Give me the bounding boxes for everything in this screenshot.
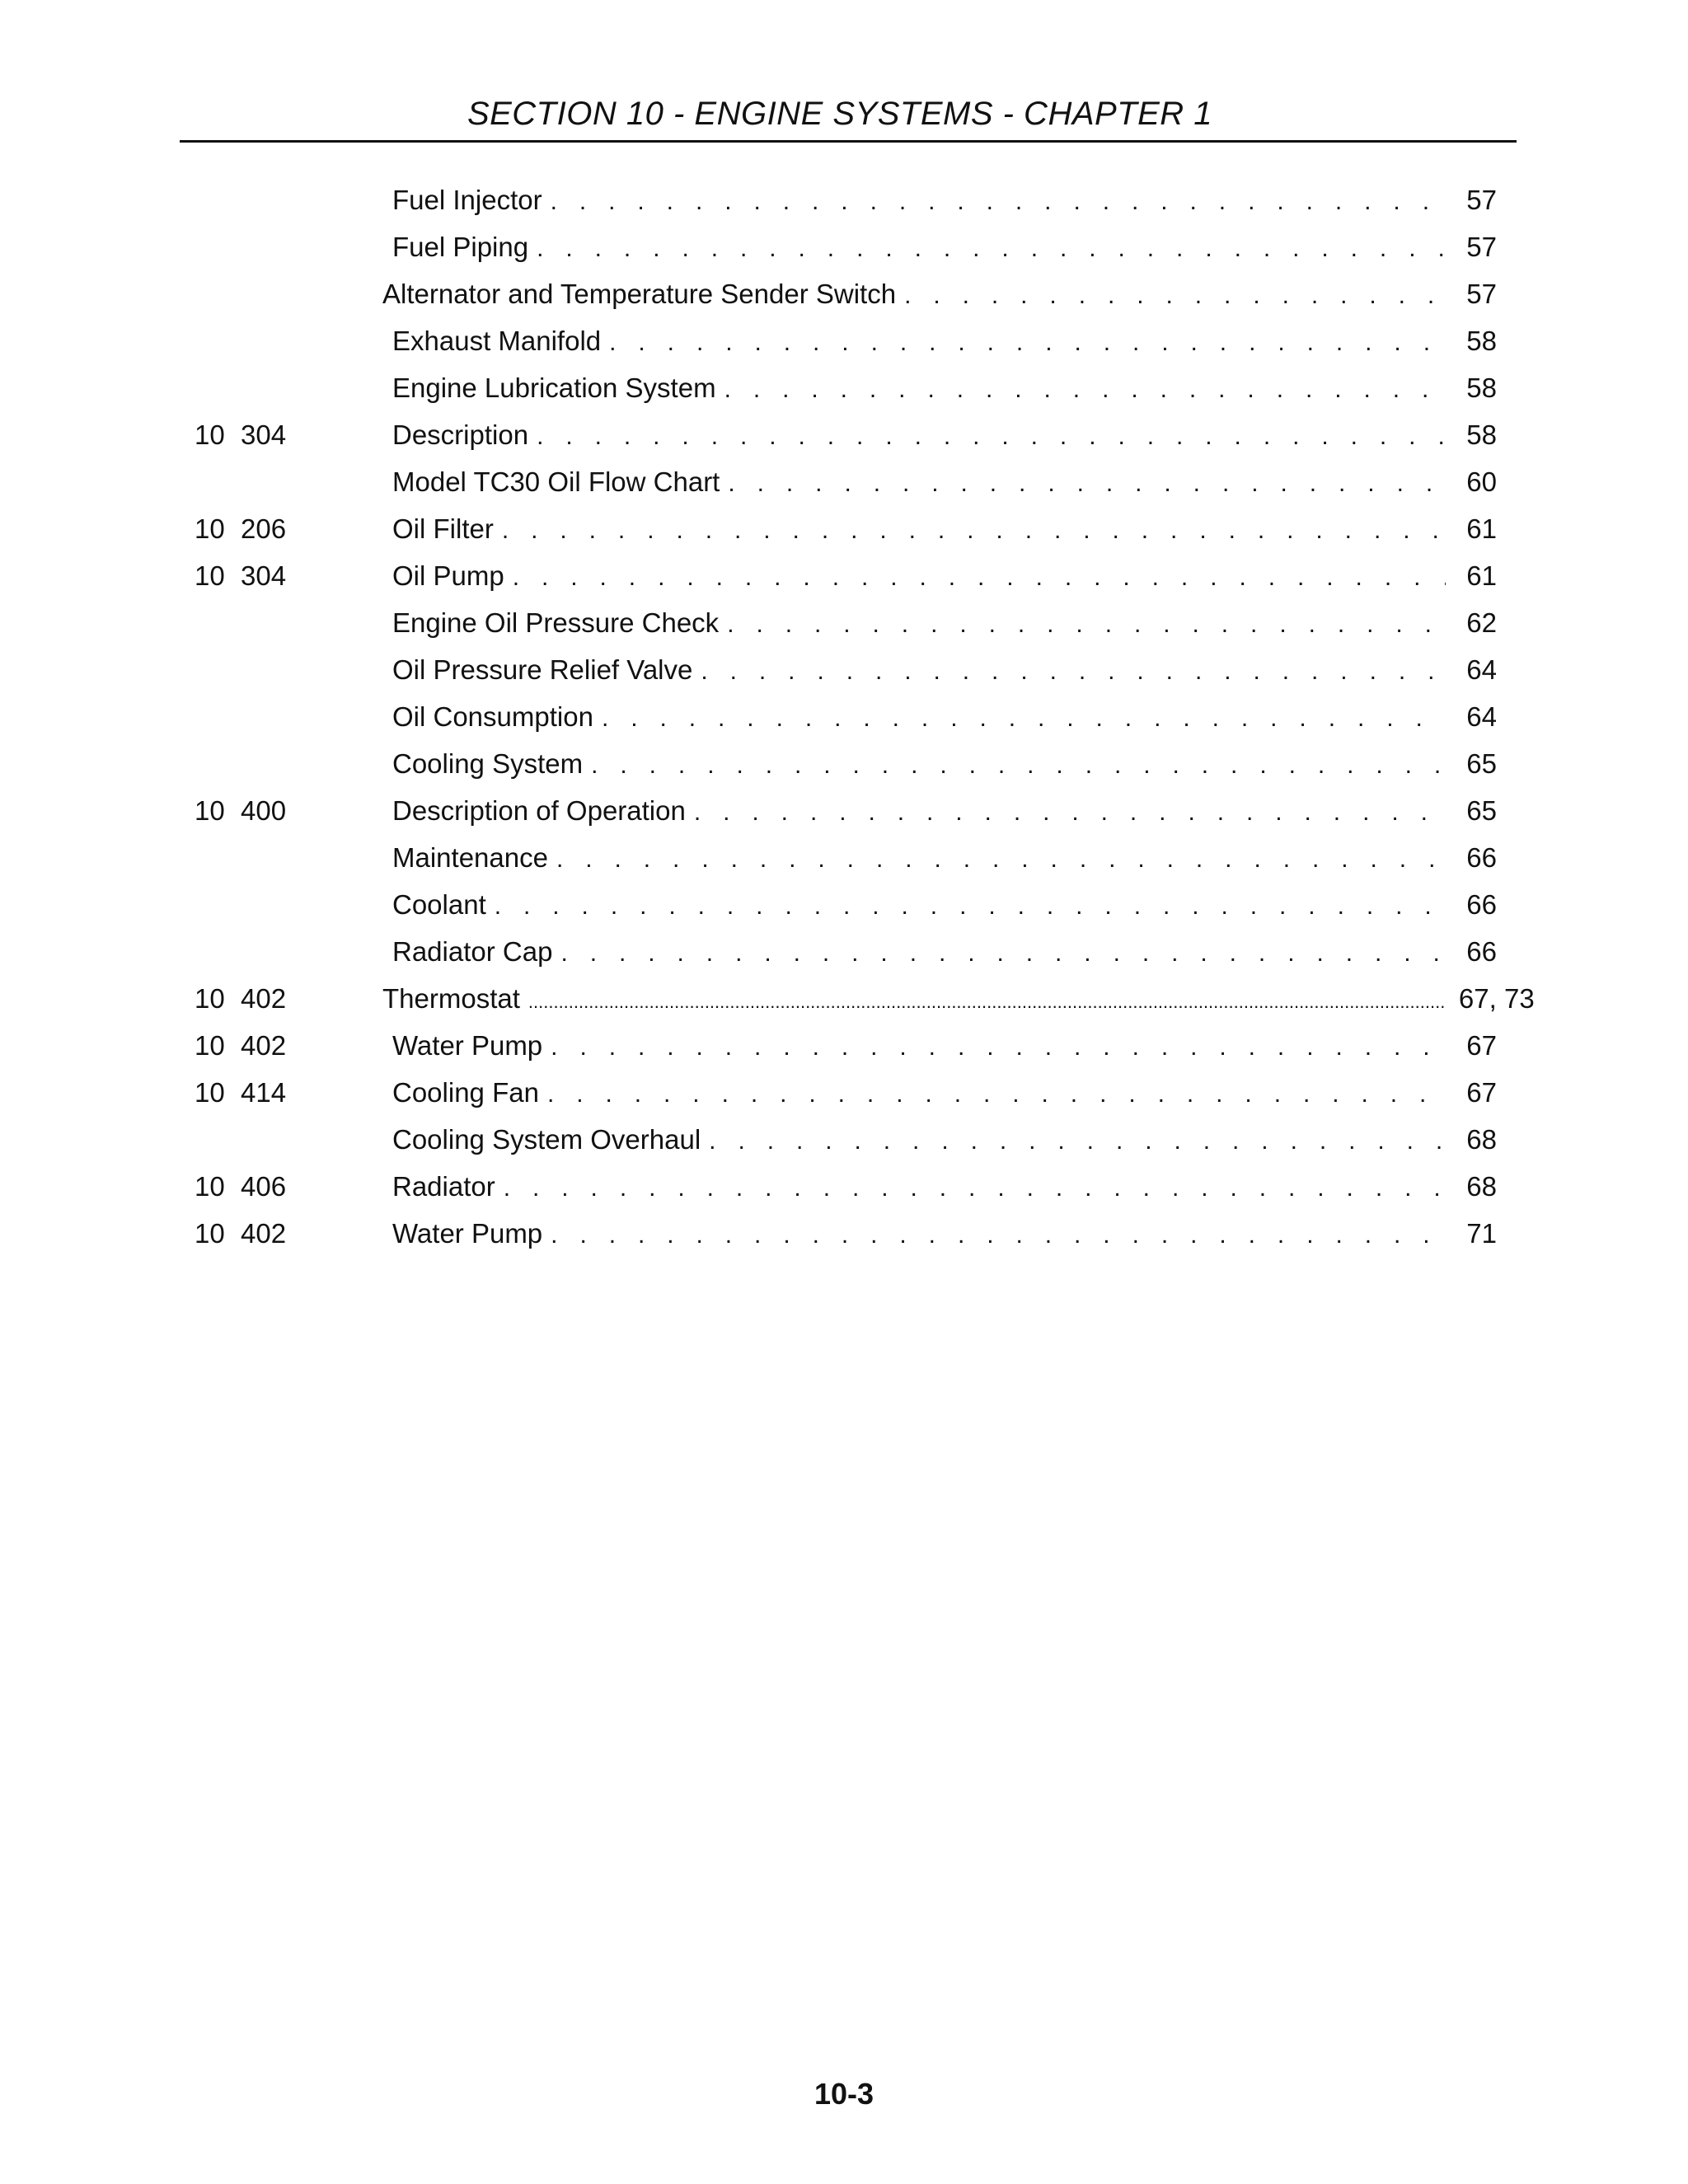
toc-entry [392,787,1497,836]
toc-code-number: 402 [241,983,287,1014]
toc-dot-leader [495,883,1446,930]
toc-dot-leader [560,930,1446,977]
toc-section-code [195,223,392,270]
toc-entry [392,881,1497,930]
toc-dot-leader [551,178,1446,225]
toc-entry-title: Coolant [392,889,486,920]
toc-entry [382,270,1497,319]
toc-dot-leader [547,1071,1446,1118]
toc-page-number: 58 [1466,419,1497,450]
toc-entry [392,740,1497,789]
toc-section-code [195,693,392,740]
toc-page-number: 65 [1466,795,1497,826]
toc-section-code [195,270,392,317]
toc-row [195,1069,1497,1116]
toc-section-code [195,975,392,1022]
toc-dot-leader [513,554,1446,601]
toc-dot-leader [537,413,1446,460]
toc-entry [392,552,1497,601]
toc-entry [392,646,1497,695]
toc-row [195,928,1497,975]
toc-code-group: 10 [195,983,225,1014]
toc-entry-title: Thermostat [382,983,520,1014]
toc-section-code [195,552,392,599]
toc-page-number: 66 [1466,889,1497,920]
toc-entry [392,458,1497,507]
toc-dot-leader [602,695,1446,742]
toc-dot-leader [727,601,1446,648]
toc-section-code [195,458,392,505]
toc-page-number: 67, 73 [1458,983,1535,1014]
toc-row [195,223,1497,270]
toc-entry-title: Oil Filter [392,513,494,544]
toc-code-group: 10 [195,560,225,591]
toc-entry-title: Cooling Fan [392,1077,539,1108]
toc-section-code [195,599,392,646]
toc-code-group: 10 [195,513,225,544]
toc-dot-leader [724,366,1446,413]
toc-row [195,364,1497,411]
section-title: SECTION 10 - ENGINE SYSTEMS - CHAPTER 1 [467,96,1213,132]
toc-dot-leader [904,272,1446,319]
toc-entry-title: Oil Pressure Relief Valve [392,654,693,685]
toc-section-code [195,1022,392,1069]
toc-entry-title: Oil Pump [392,560,504,591]
toc-page-number: 66 [1466,936,1497,967]
toc-entry [392,1022,1497,1071]
toc-entry-title: Model TC30 Oil Flow Chart [392,466,720,497]
toc-dot-leader [528,978,1444,1025]
toc-code-number: 402 [241,1218,287,1249]
toc-dot-leader [551,1024,1446,1071]
toc-page-number: 65 [1466,748,1497,779]
toc-dot-leader [504,1165,1446,1212]
toc-section-code [195,317,392,364]
toc-code-group: 10 [195,1171,225,1202]
toc-entry-title: Description [392,419,529,450]
toc-row [195,552,1497,599]
toc-row [195,505,1497,552]
toc-section-code [195,1116,392,1163]
toc-entry-title: Fuel Injector [392,185,542,215]
toc-dot-leader [701,648,1446,695]
toc-entry [392,223,1497,272]
toc-code-group: 10 [195,1077,225,1108]
toc-code-number: 304 [241,560,287,591]
toc-section-code [195,364,392,411]
toc-entry-title: Radiator [392,1171,495,1202]
toc-row [195,599,1497,646]
toc-section-code [195,1069,392,1116]
page-number: 10-3 [814,2077,874,2111]
toc-row [195,270,1497,317]
toc-entry-title: Engine Lubrication System [392,373,716,403]
toc-page-number: 68 [1466,1124,1497,1155]
toc-entry [392,1069,1497,1118]
toc-entry-title: Engine Oil Pressure Check [392,607,720,638]
toc-section-code [195,176,392,223]
toc-code-number: 414 [241,1077,287,1108]
toc-code-number: 406 [241,1171,287,1202]
toc-page-number: 64 [1466,701,1497,732]
toc-entry [392,317,1497,366]
toc-entry-title: Description of Operation [392,795,686,826]
toc-section-code [195,928,392,975]
toc-dot-leader [709,1118,1446,1165]
toc-entry-title: Oil Consumption [392,701,593,732]
toc-entry [392,599,1497,648]
toc-entry [392,693,1497,742]
toc-page-number: 71 [1466,1218,1497,1249]
toc-dot-leader [591,742,1446,789]
section-header [180,89,1517,143]
toc-entry [392,411,1497,460]
toc-dot-leader [556,836,1446,883]
toc-page-number: 57 [1466,185,1497,215]
toc-row [195,411,1497,458]
toc-entry-title: Water Pump [392,1030,543,1061]
toc-section-code [195,787,392,834]
toc-entry [392,1163,1497,1212]
toc-section-code [195,1210,392,1257]
toc-code-group: 10 [195,1030,225,1061]
table-of-contents [195,176,1535,1257]
toc-row [195,458,1497,505]
toc-row [195,646,1497,693]
toc-row [195,1163,1497,1210]
toc-entry-title: Fuel Piping [392,232,529,262]
toc-row [195,834,1497,881]
toc-page-number: 62 [1466,607,1497,638]
toc-section-code [195,505,392,552]
toc-page-number: 57 [1466,232,1497,262]
toc-code-number: 402 [241,1030,287,1061]
toc-entry-title: Maintenance [392,842,548,873]
toc-section-code [195,881,392,928]
toc-page-number: 68 [1466,1171,1497,1202]
toc-row [195,693,1497,740]
toc-row [195,176,1497,223]
toc-page-number: 58 [1466,373,1497,403]
toc-entry [392,1210,1497,1258]
toc-dot-leader [551,1212,1446,1258]
toc-row [195,975,1535,1022]
toc-section-code [195,834,392,881]
toc-page-number: 64 [1466,654,1497,685]
toc-entry [392,928,1497,977]
toc-page-number: 58 [1466,326,1497,356]
toc-code-number: 400 [241,795,287,826]
toc-page-number: 67 [1466,1077,1497,1108]
toc-entry-title: Cooling System [392,748,584,779]
toc-page-number: 60 [1466,466,1497,497]
toc-row [195,1116,1497,1163]
toc-entry-title: Radiator Cap [392,936,553,967]
toc-code-group: 10 [195,795,225,826]
toc-page-number: 67 [1466,1030,1497,1061]
toc-row [195,317,1497,364]
toc-code-number: 304 [241,419,287,450]
toc-entry-title: Exhaust Manifold [392,326,602,356]
toc-dot-leader [728,460,1446,507]
toc-code-number: 206 [241,513,287,544]
toc-entry [392,834,1497,883]
toc-page-number: 61 [1466,560,1497,591]
toc-section-code [195,1163,392,1210]
toc-code-group: 10 [195,419,225,450]
toc-row [195,787,1497,834]
toc-entry [392,505,1497,554]
toc-dot-leader [537,225,1446,272]
toc-entry [392,176,1497,225]
toc-section-code [195,411,392,458]
toc-row [195,1022,1497,1069]
toc-entry [392,364,1497,413]
toc-entry-title: Alternator and Temperature Sender Switch [382,279,897,309]
toc-entry-title: Cooling System Overhaul [392,1124,701,1155]
toc-dot-leader [502,507,1446,554]
toc-row [195,881,1497,928]
toc-entry [392,1116,1497,1165]
toc-row [195,740,1497,787]
toc-page-number: 66 [1466,842,1497,873]
toc-section-code [195,646,392,693]
toc-row [195,1210,1497,1257]
toc-entry-title: Water Pump [392,1218,543,1249]
toc-dot-leader [609,319,1446,366]
toc-page-number: 61 [1466,513,1497,544]
toc-entry [382,975,1535,1025]
toc-page-number: 57 [1466,279,1497,309]
toc-code-group: 10 [195,1218,225,1249]
toc-dot-leader [694,789,1446,836]
toc-section-code [195,740,392,787]
